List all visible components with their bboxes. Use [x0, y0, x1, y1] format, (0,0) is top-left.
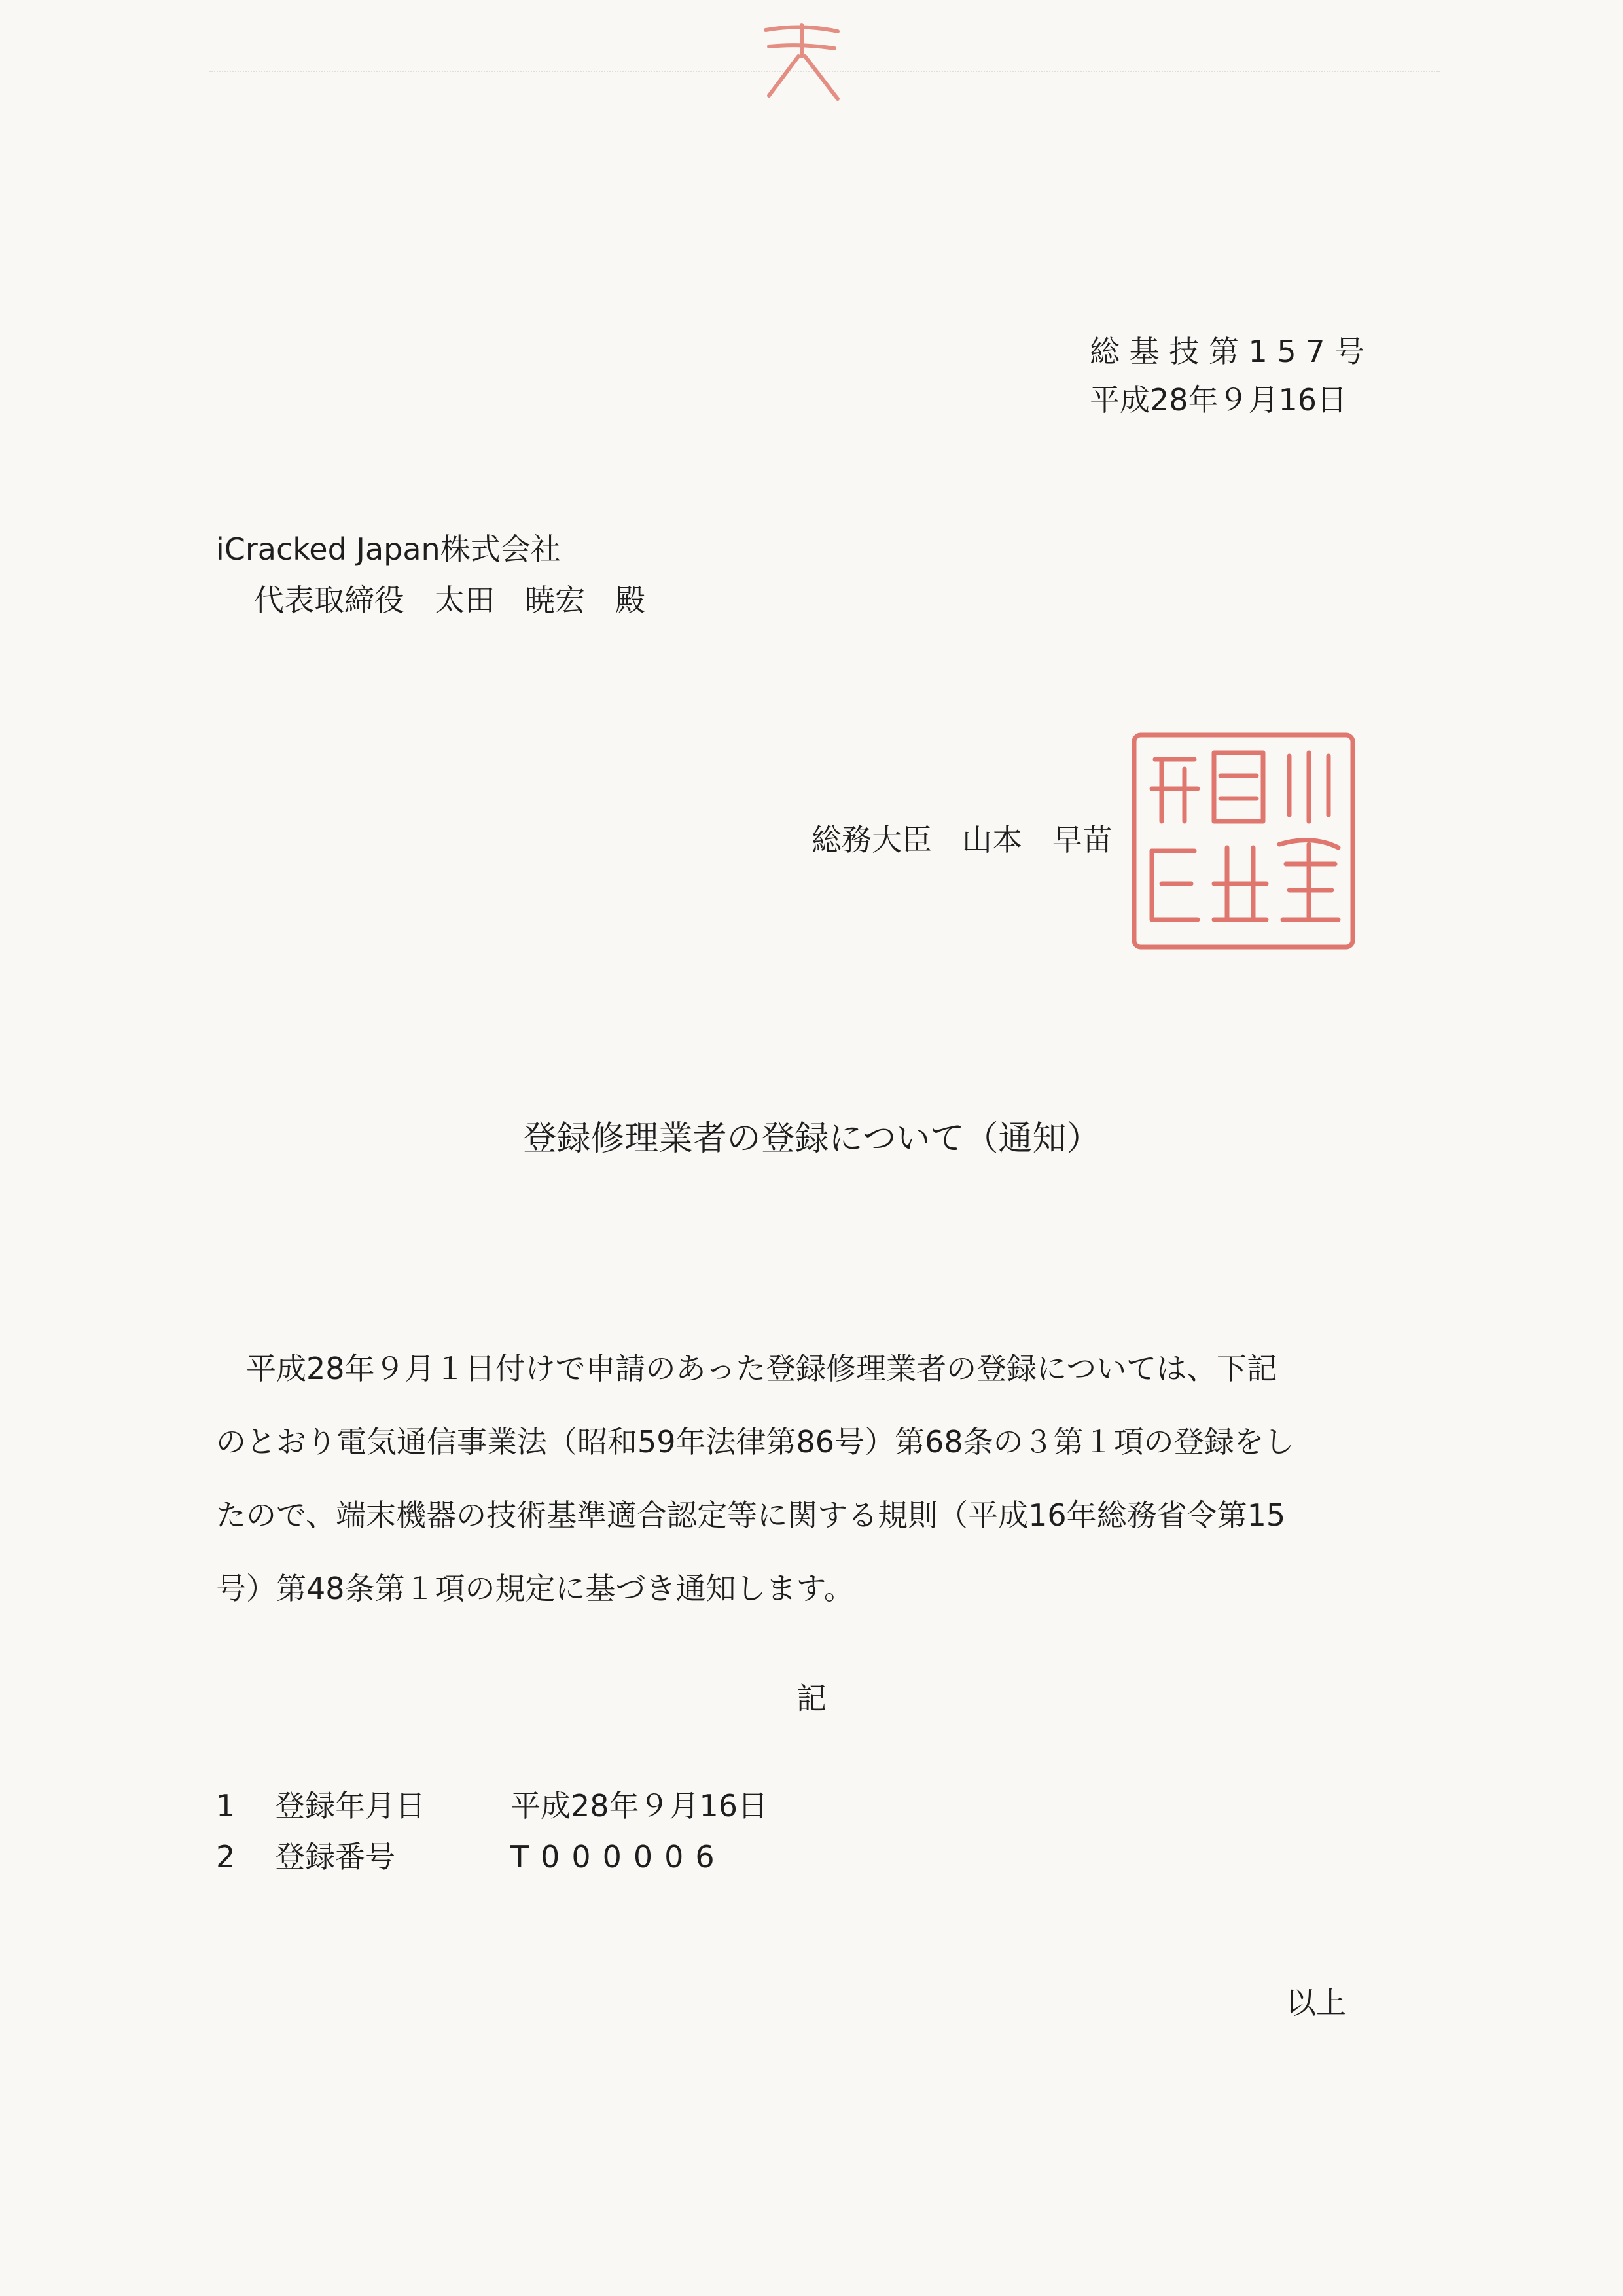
- body-paragraph: [216, 1332, 1400, 1625]
- addressee: [216, 524, 645, 626]
- sender: [812, 816, 1113, 863]
- item-label: 登録番号: [275, 1839, 395, 1874]
- body-line: 平成28年９月１日付けで申請のあった登録修理業者の登録については、下記: [216, 1351, 1277, 1386]
- reference-block: [1090, 327, 1364, 424]
- registration-items: [216, 1780, 768, 1882]
- document-title: 登録修理業者の登録について（通知）: [522, 1119, 1101, 1158]
- addressee-person: [216, 575, 645, 626]
- item-number: 2: [216, 1839, 236, 1874]
- official-seal: [1122, 723, 1364, 959]
- addressee-family-name: 太田: [435, 583, 495, 618]
- item-row-registration-number: [216, 1831, 768, 1882]
- item-row-registration-date: [216, 1780, 768, 1831]
- item-value: T000006: [510, 1839, 726, 1874]
- body-line: 号）第48条第１項の規定に基づき通知します。: [216, 1571, 854, 1606]
- issue-date: 平成28年９月16日: [1090, 382, 1347, 418]
- sender-given-name: 早苗: [1052, 822, 1113, 857]
- closing-mark: 以上: [1286, 1985, 1346, 2020]
- body-line: たので、端末機器の技術基準適合認定等に関する規則（平成16年総務省令第15: [216, 1498, 1286, 1533]
- addressee-position: 代表取締役: [254, 583, 404, 618]
- item-label: 登録年月日: [275, 1788, 425, 1823]
- addressee-honorific: 殿: [615, 583, 645, 618]
- body-line: のとおり電気通信事業法（昭和59年法律第86号）第68条の３第１項の登録をし: [216, 1424, 1294, 1460]
- document-number: 総 基 技 第 1 5 7 号: [1090, 334, 1365, 369]
- sender-family-name: 山本: [962, 822, 1022, 857]
- ki-heading: 記: [796, 1681, 827, 1716]
- item-value: 平成28年９月16日: [510, 1788, 768, 1823]
- item-number: 1: [216, 1788, 236, 1823]
- addressee-company: iCracked Japan株式会社: [216, 531, 561, 567]
- partial-stamp-mark: [753, 17, 851, 109]
- addressee-given-name: 暁宏: [525, 583, 585, 618]
- sender-title: 総務大臣: [812, 822, 932, 857]
